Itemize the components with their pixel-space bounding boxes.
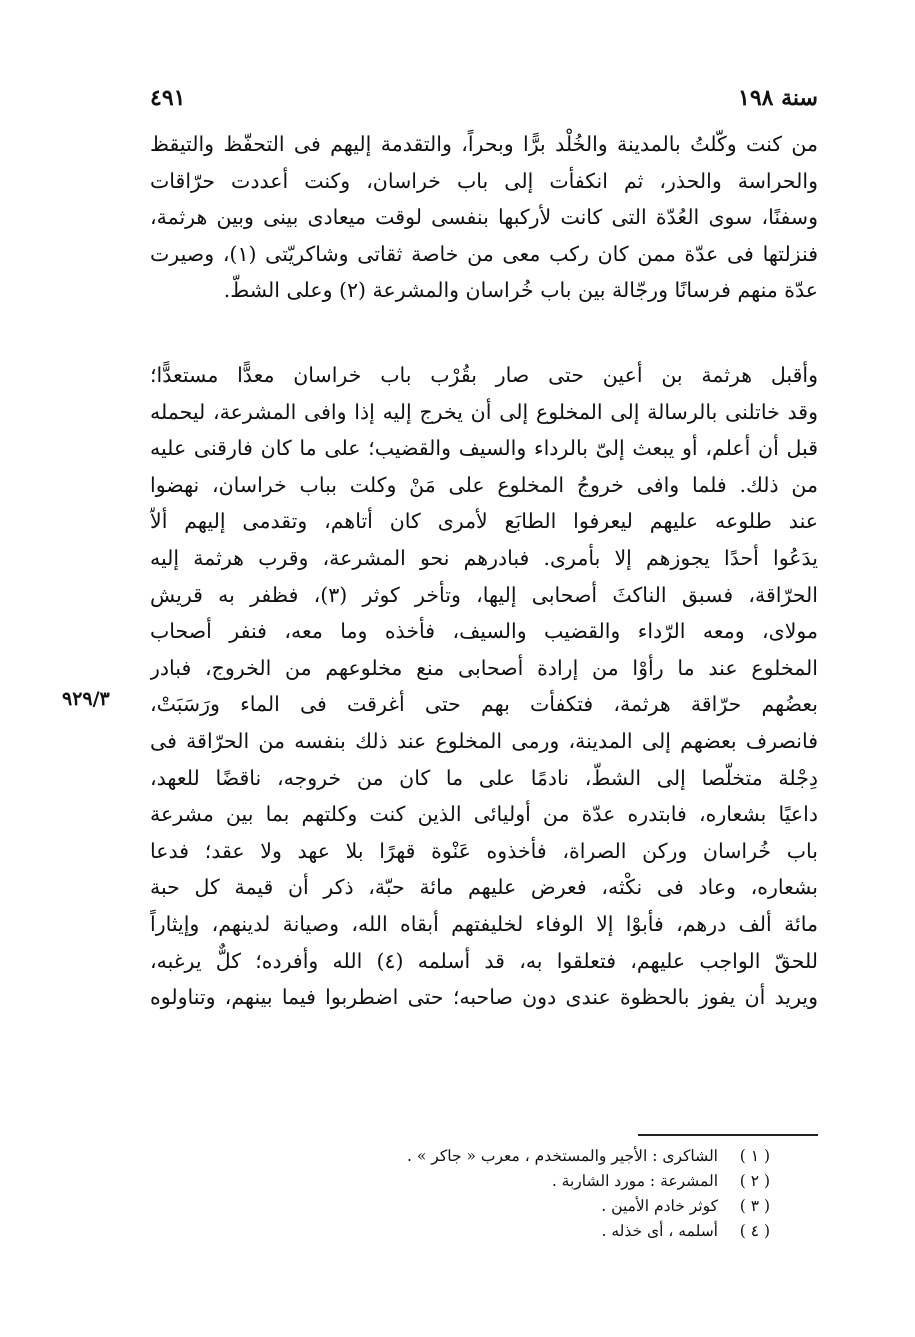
text-line: بعضُهم حرّاقة هرثمة، فتكفأت بهم حتى أغرقت فى الماء ورَسَبَتْ،: [150, 692, 818, 717]
text-line: دِجْلة متخلّصا إلى الشطّ، نادمًا على ما كان من خروجه، ناقضًا للعهد،: [150, 765, 818, 790]
footnote-number: ( ٣ ): [739, 1197, 770, 1215]
footnote-divider: [638, 1134, 818, 1136]
text-line: من كنت وكّلتُ بالمدينة والخُلْد برًّا وبحراً، والتقدمة إليهم فى التحفّظ والتيقظ: [150, 132, 818, 156]
text-line: وسفنًا، سوى العُدّة التى كانت لأركبها بنفسى لوقت ميعادى بينى وبين هرثمة،: [150, 205, 818, 230]
text-line: باب خُراسان وركن الصراة، فأخذوه عَنْوة قهرًا بلا عهد ولا عقد؛ فدعا: [150, 838, 818, 863]
text-line: الحرّاقة، فسبق الناكثَ أصحابى إليها، وتأخر كوثر (٣)، فظفر به قريش: [150, 582, 818, 607]
footnote-number: ( ٤ ): [739, 1222, 770, 1240]
paragraph-2: [150, 357, 818, 1016]
footnote-item: [300, 1219, 770, 1244]
footnote-text: كوثر خادم الأمين .: [601, 1197, 718, 1215]
text-line: فانصرف بعضهم إلى المدينة، ورمى المخلوع عند ذلك بنفسه من الحرّاقة فى: [150, 728, 818, 753]
text-line: للحقّ الواجب عليهم، فتعلقوا به، قد أسلمه (٤) الله وأفرده؛ كلٌّ يرغبه،: [150, 948, 818, 973]
text-line: وقد خاتلنى بالرسالة إلى المخلوع إلى أن يخرج إليه إذا وافى المشرعة، ليحمله: [150, 399, 818, 424]
text-line: بشعاره، وعاد فى نكْثه، فعرض عليهم مائة حبّة، ذكر أن قيمة كل حبة: [150, 875, 818, 900]
footnotes: [300, 1144, 770, 1244]
text-line: يدَعُوا أحدًا يجوزهم إلا بأمرى. فبادرهم نحو المشرعة، وقرب هرثمة إليه: [150, 545, 818, 570]
text-line: عدّة منهم فرسانًا ورجّالة بين باب خُراسان والمشرعة (٢) وعلى الشطّ.: [223, 278, 818, 303]
margin-reference: ٩٢٩/٣: [62, 688, 110, 710]
page-number: ٤٩١: [150, 85, 186, 111]
footnote-number: ( ١ ): [739, 1147, 770, 1165]
text-line: قبل أن أعلم، أو يبعث إلىّ بالرداء والسيف والقضيب؛ على ما كان فارقنى عليه: [150, 436, 818, 461]
footnote-item: [300, 1144, 770, 1169]
text-line: المخلوع عند ما رأوْا من إرادة أصحابى منع مخلوعهم من الخروج، فبادر: [150, 655, 818, 680]
footnote-text: أسلمه ، أى خذله .: [601, 1222, 718, 1240]
year-heading: سنة ١٩٨: [738, 85, 818, 111]
paragraph-1: [150, 126, 818, 309]
text-line: فنزلتها فى عدّة ممن كان ركب معى من خاصة ثقاتى وشاكريّتى (١)، وصيرت: [150, 241, 818, 266]
footnote-text: المشرعة : مورد الشاربة .: [551, 1172, 718, 1190]
text-line: ويريد أن يفوز بالحظوة عندى دون صاحبه؛ حتى اضطربوا فيما بينهم، وتناولوه: [150, 985, 818, 1010]
footnote-text: الشاكرى : الأجير والمستخدم ، معرب « جاكر » .: [407, 1147, 718, 1165]
text-line: مائة ألف درهم، فأبوْا إلا الوفاء لخليفتهم أبقاه الله، وصيانة لدينهم، وإيثاراً: [150, 911, 818, 936]
running-head: [150, 78, 818, 118]
footnote-item: [300, 1194, 770, 1219]
text-line: والحراسة والحذر، ثم انكفأت إلى باب خراسان، وكنت أعددت حرّاقات: [150, 168, 818, 193]
footnote-number: ( ٢ ): [739, 1172, 770, 1190]
footnote-item: [300, 1169, 770, 1194]
text-line: من ذلك. فلما وافى خروجُ المخلوع على مَنْ وكلت بباب خراسان، نهضوا: [150, 472, 818, 497]
text-line: وأقبل هرثمة بن أعين حتى صار بقُرْب باب خراسان معدًّا مستعدًّا؛: [150, 363, 818, 387]
text-line: داعيًا بشعاره، فابتدره عدّة من أوليائى الذين كنت وكلتهم بما بين مشرعة: [150, 802, 818, 827]
text-line: مولاى، ومعه الرّداء والقضيب والسيف، فأخذه وما معه، فنفر أصحاب: [150, 619, 818, 644]
text-line: عند طلوعه عليهم ليعرفوا الطابَع لأمرى كان أتاهم، وتقدمى إليهم ألاّ: [150, 509, 818, 534]
